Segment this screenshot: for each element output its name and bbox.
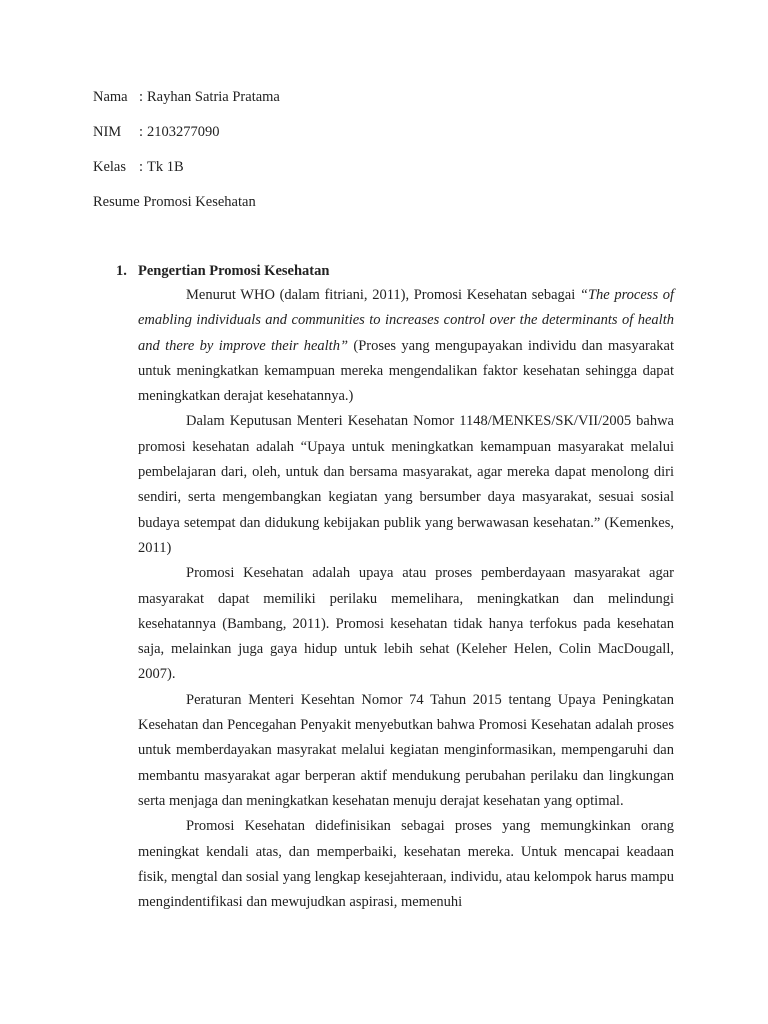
section-body [138, 283, 674, 915]
kelas-row [93, 157, 184, 177]
nim-value: 2103277090 [147, 124, 220, 140]
paragraph-who-translation: (Proses yang mengupayakan individu dan masyarakat untuk meningkatkan kemampuan mereka mengendalikan faktor kesehatan sehingga dapat meningkatkan derajat kesehatannya.) [138, 337, 674, 405]
name-value: Rayhan Satria Pratama [147, 89, 280, 105]
nim-label: NIM [93, 124, 122, 140]
paragraph-permenkes: Peraturan Menteri Kesehtan Nomor 74 Tahun 2015 tentang Upaya Peningkatan Kesehatan dan Pencegahan Penyakit menyebutkan bahwa Promosi Kesehatan adalah proses untuk memberdayakan masyrakat melalui kegiatan menginformasikan, mempengaruhi dan membantu masyarakat agar berperan aktif mendukung perubahan perilaku dan lingkungan serta menjaga dan meningkatkan kesehatan menuju derajat kesehatan yang optimal. [138, 691, 674, 809]
document-title: Resume Promosi Kesehatan [93, 194, 256, 210]
name-label: Nama [93, 89, 128, 105]
name-row [93, 87, 280, 107]
section-heading [116, 260, 329, 282]
name-separator: : [139, 89, 144, 105]
nim-row [93, 122, 220, 142]
paragraph-who-intro: Menurut WHO (dalam fitriani, 2011), Promosi Kesehatan sebagai [186, 287, 580, 303]
section-number: 1. [116, 263, 127, 279]
paragraph-pemberdayaan: Promosi Kesehatan adalah upaya atau proses pemberdayaan masyarakat agar masyarakat dapat memiliki perilaku memelihara, meningkatkan dan melindungi kesehatannya (Bambang, 2011). Promosi kesehatan tidak hanya terfokus pada kesehatan saja, melainkan juga gaya hidup untuk lebih sehat (Keleher Helen, Colin MacDougall, 2007). [138, 565, 674, 683]
paragraph-kepmenkes: Dalam Keputusan Menteri Kesehatan Nomor 1148/MENKES/SK/VII/2005 bahwa promosi kesehatan adalah “Upaya untuk meningkatkan kemampuan masyarakat melalui pembelajaran dari, oleh, untuk dan bersama masyarakat, agar mereka dapat menolong diri sendiri, serta mengembangkan kegiatan yang bersumber daya masyarakat, sesuai sosial budaya setempat dan didukung kebijakan publik yang berwawasan kesehatan.” (Kemenkes, 2011) [138, 413, 674, 556]
section-heading-text: Pengertian Promosi Kesehatan [138, 263, 330, 279]
kelas-label: Kelas [93, 159, 127, 175]
nim-separator: : [139, 124, 144, 140]
paragraph-who [138, 283, 674, 409]
paragraph-who-quote: “The process of emabling individuals and communities to increases control over the determinants of health and there by improve their health” [138, 287, 675, 354]
kelas-separator: : [139, 159, 144, 175]
kelas-value: Tk 1B [147, 159, 184, 175]
paragraph-definisi: Promosi Kesehatan didefinisikan sebagai proses yang memungkinkan orang meningkat kendali atas, dan memperbaiki, kesehatan mereka. Untuk mencapai keadaan fisik, mengtal dan sosial yang lengkap kesejahteraan, individu, atau kelompok harus mampu mengindentifikasi dan mewujudkan aspirasi, memenuhi [138, 818, 674, 911]
